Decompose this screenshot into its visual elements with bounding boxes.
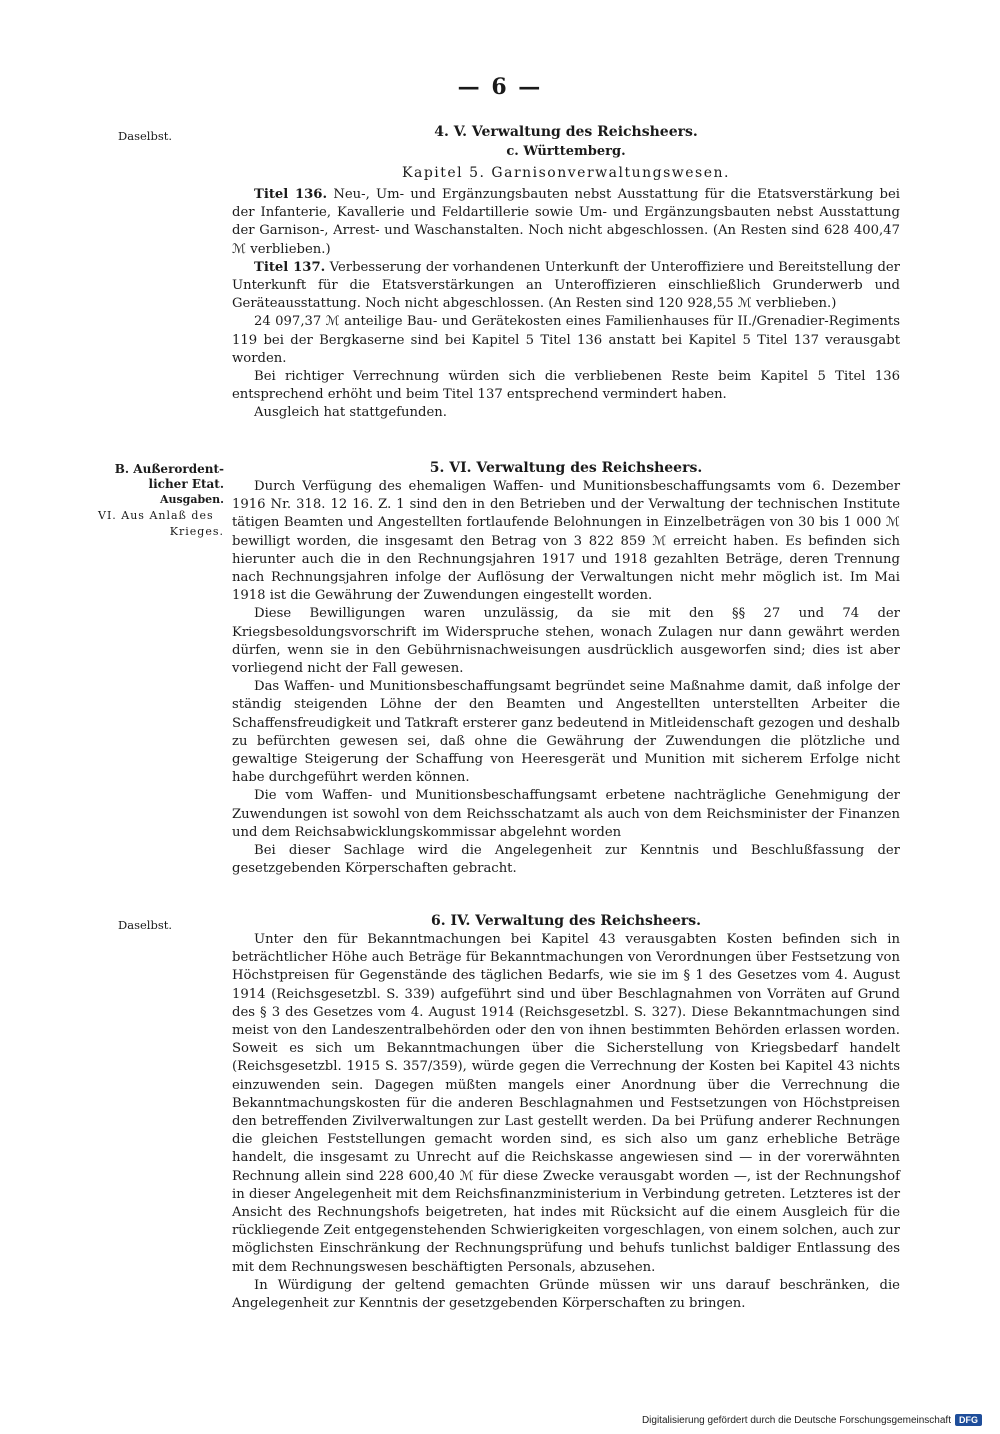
titel-label: Titel 137.	[254, 259, 326, 275]
paragraph: In Würdigung der geltend gemachten Gründe müssen wir uns darauf beschränken, die Angelegenheit zur Kenntnis der gesetzgebenden Körperschaften zu bringen.	[232, 1277, 900, 1312]
margin-note-daselbst: Daselbst.	[118, 918, 173, 932]
paragraph: Durch Verfügung des ehemaligen Waffen- und Munitionsbeschaffungsamts vom 6. Dezember 1916 Nr. 318. 12 16. Z. 1 sind den in den Betrieben und der Verwaltung der technischen Institute tätigen Beamten und Angestellten fortlaufende Belohnungen in Einzelbeträgen von 30 bis 1 000 ℳ bewilligt worden, die insgesamt den Betrag von 3 822 859 ℳ erreicht haben. Es befinden sich hierunter auch die in den Rechnungsjahren 1917 und 1918 gezahlten Beträge, deren Trennung nach Rechnungsjahren infolge der Auflösung der Verwaltungen nicht mehr möglich ist. Im Mai 1918 ist die Gewährung der Zuwendungen eingestellt worden.	[232, 479, 900, 604]
paragraph: 24 097,37 ℳ anteilige Bau- und Gerätekosten eines Familienhauses für II./Grenadier-Regiments 119 bei der Bergkaserne sind bei Kapitel 5 Titel 136 anstatt bei Kapitel 5 Titel 137 verausgabt worden.	[232, 314, 900, 366]
paragraph: Unter den für Bekanntmachungen bei Kapitel 43 verausgabten Kosten befinden sich in beträchtlicher Höhe auch Beträge für Bekanntmachungen von Verordnungen über Festsetzung von Höchstpreisen für Gegenstände des täglichen Bedarfs, wie sie im § 1 des Gesetzes vom 4. August 1914 (Reichsgesetzbl. S. 339) aufgeführt sind und über Beschlagnahmen von Vorräten auf Grund des § 3 des Gesetzes vom 4. August 1914 (Reichsgesetzbl. S. 327). Diese Bekanntmachungen sind meist von den Landeszentralbehörden oder den von ihnen bestimmten Behörden erlassen worden. Soweit es sich um Bekanntmachungen über die Sicherstellung von Kriegsbedarf handelt (Reichsgesetzbl. 1915 S. 357/359), würde gegen die Verrechnung der Kosten bei Kapitel 43 nichts einzuwenden sein. Dagegen müßten mangels einer Anordnung über die Verrechnung die Bekanntmachungskosten für die anderen Beschlagnahmen und Festsetzungen von Höchstpreisen den betreffenden Zivilverwaltungen zur Last gestellt werden. Da bei Prüfung anderer Rechnungen die gleichen Feststellungen gemacht worden sind, es sich also um ganz erhebliche Beträge handelt, die insgesamt zu Unrecht auf die Reichskasse angewiesen sind — in der vorerwähnten Rechnung allein sind 228 600,40 ℳ für diese Zwecke verausgabt worden —, ist der Rechnungshof in dieser Angelegenheit mit dem Reichsfinanzministerium in Verbindung getreten. Letzteres ist der Ansicht des Rechnungshofs beigetreten, hat indes mit Rücksicht auf die einem Ausgleich für die rückliegende Zeit entgegenstehenden Schwierigkeiten vorgeschlagen, von einem solchen, auch zur möglichsten Einschränkung der Rechnungsprüfung und behufs tunlichst baldiger Entlassung des mit dem Rechnungswesen beschäftigten Personals, abzusehen.	[232, 932, 900, 1275]
margin-note-daselbst: Daselbst.	[118, 129, 173, 143]
dfg-logo-icon: DFG	[955, 1414, 982, 1426]
margin-note-line: Ausgaben.	[159, 493, 224, 506]
paragraph-titel-137	[232, 259, 900, 314]
paragraph: Die vom Waffen- und Munitionsbeschaffungsamt erbetene nachträgliche Genehmigung der Zuwendungen ist sowohl von dem Reichsschatzamt als auch von dem Reichsminister der Finanzen und dem Reichsabwicklungskommissar abgelehnt worden	[232, 788, 900, 840]
margin-note-line: VI. Aus Anlaß des	[98, 509, 214, 522]
paragraph: Ausgleich hat stattgefunden.	[254, 405, 447, 421]
section-subheading: c. Württemberg.	[506, 144, 626, 159]
footer-text: Digitalisierung gefördert durch die Deutsche Forschungsgemeinschaft	[641, 1414, 951, 1426]
margin-note-line: B. Außerordent-	[114, 462, 224, 476]
section-heading: 6. IV. Verwaltung des Reichsheers.	[430, 913, 701, 929]
section-5	[232, 458, 900, 878]
margin-note-line: Krieges.	[169, 525, 224, 538]
section-4-wuerttemberg	[232, 122, 900, 423]
paragraph: Diese Bewilligungen waren unzulässig, da sie mit den §§ 27 und 74 der Kriegsbesoldungsvorschrift im Widerspruche stehen, wonach Zulagen nur dann gewährt werden dürfen, wenn sie in den Gebührnisnachweisungen ausdrücklich ausgeworfen sind; dies ist aber vorliegend nicht der Fall gewesen.	[232, 606, 900, 677]
paragraph: Bei richtiger Verrechnung würden sich die verbliebenen Reste beim Kapitel 5 Titel 136 entsprechend erhöht und beim Titel 137 entsprechend vermindert haben.	[232, 369, 900, 403]
section-6	[232, 911, 900, 1313]
section-heading: 5. VI. Verwaltung des Reichsheers.	[429, 460, 703, 476]
paragraph-text: Neu-, Um- und Ergänzungsbauten nebst Ausstattung für die Etatsverstärkung bei der Infanterie, Kavallerie und Feldartillerie sowie Um- und Ergänzungsbauten nebst Ausstattung der Garnison-, Arrest- und Waschanstalten. Noch nicht abgeschlossen. (An Resten sind 628 400,47 ℳ verblieben.)	[232, 187, 900, 257]
page-number: — 6 —	[457, 74, 543, 100]
paragraph-titel-136	[232, 186, 900, 259]
margin-note-extraordinary-budget	[92, 462, 224, 540]
margin-note-line: licher Etat.	[148, 477, 224, 491]
paragraph: Bei dieser Sachlage wird die Angelegenheit zur Kenntnis und Beschlußfassung der gesetzgebenden Körperschaften gebracht.	[232, 843, 900, 877]
paragraph: Das Waffen- und Munitionsbeschaffungsamt begründet seine Maßnahme damit, daß infolge der ständig steigenden Löhne der den Beamten und Angestellten unterstellten Arbeiter die Schaffensfreudigkeit und Tatkraft ersterer ganz bedeutend in Mitleidenschaft gezogen und deshalb zu befürchten gewesen sei, daß ohne die Gewährung der Zuwendungen die plötzliche und gewaltige Steigerung der Schaffung von Heeresgerät und Munition mit sicherem Erfolge nicht habe durchgeführt werden können.	[232, 679, 900, 786]
kapitel-heading: Kapitel 5. Garnisonverwaltungswesen.	[402, 165, 730, 181]
titel-label: Titel 136.	[254, 187, 328, 202]
footer	[642, 1414, 982, 1426]
paragraph-text: Verbesserung der vorhandenen Unterkunft der Unteroffiziere und Bereitstellung der Unterkunft für die Etatsverstärkungen an Unteroffizieren einschließlich Grunderwerb und Geräteausstattung. Noch nicht abgeschlossen. (An Resten sind 120 928,55 ℳ verblieben.)	[232, 259, 900, 312]
section-heading: 4. V. Verwaltung des Reichsheers.	[434, 124, 698, 140]
